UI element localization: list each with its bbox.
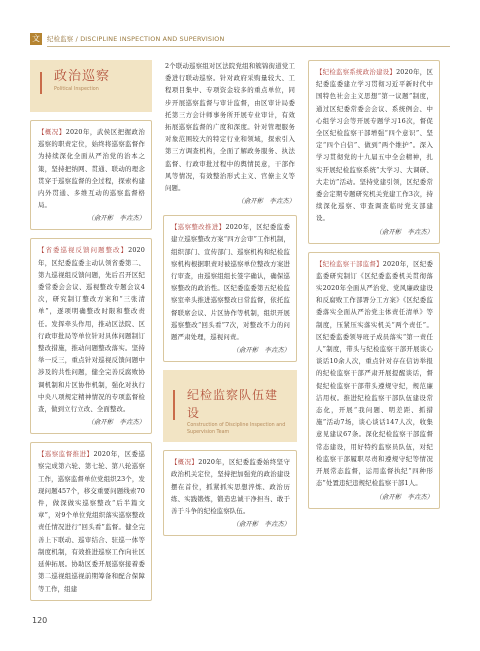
banner-mark xyxy=(173,390,183,420)
section-banner-political-inspection xyxy=(30,60,152,112)
page-header xyxy=(30,33,450,47)
section-subtitle: Political Inspection xyxy=(54,87,99,92)
section-title-cn: 纪检监察 xyxy=(47,35,74,43)
article-overview xyxy=(30,120,152,230)
section-heading xyxy=(47,33,224,45)
article-text: 2020年，武侯区把握政治巡察的职责定位，始终将巡察监督作为持续深化全面从严治党的治本之策，坚持把纳网、贯通、联动的理念贯穿于巡察监督的全过程，探索构建内外贯通、多维互动的巡察监督格局。 xyxy=(38,128,145,210)
header-divider xyxy=(47,46,450,47)
article-text: 2020年，区纪委监委研究制订《区纪委监委机关贯彻落实2020年全面从严治党、党风廉政建设和反腐败工作部署分工方案》《区纪委监委落实全面从严治党主体责任清单》等制度，压紧压实落实机关“两个责任”。区纪委监委领导班子成员落实“第一责任人”制度，带头与纪检监察干部开展谈心谈话10余人次，重点针对存在信访举报的纪检监察干部严肃开展提醒谈话，督促纪检监察干部带头遵规守纪，规范廉洁用权。推进纪检监察干部队伍建设常态化，开展“我问题、明差距、抓措施”活动7场，谈心谈话147人次，收集意见建议67条。深化纪检监察干部监督常态建设，用好特约监察员队伍，对纪检监察干部履职尽责和遵规守纪等情况开展常态监督，运用监督执纪“四种形态”处置违纪违规纪检监察干部1人。 xyxy=(316,259,433,488)
section-title: 政治巡察 xyxy=(54,69,111,84)
article-team-overview xyxy=(163,450,297,536)
column-2 xyxy=(163,60,297,536)
article-inspection-progress-cont xyxy=(163,60,297,207)
article-text: 2020年，区纪委监委主动认领省委第二、第九巡视组反馈问题，先后召开区纪委常委会会议、巡视整改专题会议4次，研究制订整改方案和“三张清单”，逐项明确整改时限和整改责任。发挥牵头作用，推动区法院、区行政审批局等单位针对具体问题制订整改措施，推动问题整改落实。坚持举一反三，重点针对巡视反馈问题中涉及的共性问题，健全完善反腐败协调机制和片区协作机制，强化对执行中央八项规定精神情况的专项监督检查，做到立行立改、全面整改。 xyxy=(38,246,145,414)
article-body xyxy=(171,221,290,343)
article-tag: 【纪检监察系统政治建设】 xyxy=(316,68,397,76)
article-cadre-supervision xyxy=(308,252,440,509)
banner-mark xyxy=(40,72,50,94)
section-logo-icon: 文 xyxy=(32,34,40,43)
article-provincial-feedback xyxy=(30,238,152,434)
article-body xyxy=(38,126,145,211)
article-text: 2020年，区纪委监委建立巡察整改方案“四方会审”工作机制，组织部门、宣传部门、巡察机构和纪检监察机构根据职责对被巡察单位整改方案进行审查，由巡察组组长签字确认，确保巡察整改的政治性。区纪委监委第五纪检监察室牵头推进巡察整改日常监督，依托监督联席会议、片区协作等机制，组织开展巡察整改“回头看”7次，对整改不力的问题严肃处理，巡视问责。 xyxy=(171,223,290,342)
article-political-building xyxy=(308,60,440,244)
author-signature: （俞开彬 李垚杰） xyxy=(375,492,433,501)
article-text: 2020年，区委巡察完成第六轮、第七轮、第八轮巡察工作，巡察监督单位党组织23个，发现问题457个，移交重要问题线索70件，做深做实巡察整改“后半篇文章”，对9个单位党组织落实巡察整改责任情况进行“回头看”监督。健全完善上下联动、巡审结合、驻巡一体等制度机制，有效推进巡察工作向社区延伸拓展。协助区委开展巡察接着委第二巡视组巡视前期筹备和配合保障等工作，组建 xyxy=(38,450,145,593)
article-text: 2020年，区纪委监委建立学习贯彻习近平新时代中国特色社会主义思想“第一议题”制度，通过区纪委常委会会议、系统例会、中心组学习会等开展专题学习16次，督促全区纪检监察干部增强“四个意识”、坚定“四个自信”、做到“两个维护”。深入学习贯彻党的十九届五中全会精神，扎实开展纪检监察系统“大学习、大调研、大走访”活动。坚持党建引领，区纪委常委会定期专题研究机关党建工作3次，持续深化巡察、审查调查临时党支部建设。 xyxy=(316,68,433,223)
author-signature: （俞开彬 李垚杰） xyxy=(375,227,433,236)
article-tag: 【巡察监督推进】 xyxy=(38,450,94,459)
section-title-en: / DISCIPLINE INSPECTION AND SUPERVISION xyxy=(73,35,225,43)
article-text: 2020年，区纪委监委始终坚守政治机关定位，坚持把加强党的政治建设摆在首位，抓紧抓实思想淬炼、政治历练、实践锻炼，锻造忠诚干净担当、敢于善于斗争的纪检监察队伍。 xyxy=(171,458,290,516)
article-body xyxy=(38,448,145,594)
author-signature: （俞开彬 李垚杰） xyxy=(232,520,290,529)
column-3 xyxy=(308,60,440,509)
article-tag: 【巡察整改推进】 xyxy=(171,223,226,232)
article-rectification xyxy=(163,215,297,362)
section-subtitle: Construction of Discipline Inspection and Supervision Team xyxy=(187,423,286,436)
article-body xyxy=(316,258,433,490)
section-title: 纪检监察队伍建设 xyxy=(187,388,279,421)
article-body xyxy=(171,456,290,517)
article-tag: 【省委巡视反馈问题整改】 xyxy=(38,246,129,255)
author-signature: （俞开彬 李垚杰） xyxy=(232,346,290,355)
article-inspection-progress xyxy=(30,442,152,600)
section-banner-team-building xyxy=(163,370,297,442)
page-number: 120 xyxy=(32,616,48,625)
author-signature: （俞开彬 李垚杰） xyxy=(87,418,145,427)
article-tag: 【概况】 xyxy=(38,128,66,136)
article-tag: 【纪检监察干部监督】 xyxy=(316,259,383,268)
author-signature: （俞开彬 李垚杰） xyxy=(87,214,145,223)
author-signature: （俞开彬 李垚杰） xyxy=(237,197,295,206)
column-1 xyxy=(30,60,152,601)
article-text: 2个联动巡察组对区法院党组和簇锦街道党工委进行联动巡察。针对政府采购量较大、工程项目集中、专项资金较多的重点单位，同步开展巡察监督与审计监督，由区审计局委托第三方会计师事务所开展专业审计，有效拓展巡察监督的广度和深度。针对管理服务对象范围较大的特定行业和领域，探索引入第三方调查机构，全面了解政务服务、执法监督、行政审批过程中的舆情民意，干部作风等情况，有效整治形式主义、官僚主义等问题。 xyxy=(165,62,295,193)
article-body xyxy=(316,66,433,225)
article-tag: 【概况】 xyxy=(171,458,199,467)
article-body xyxy=(38,244,145,415)
